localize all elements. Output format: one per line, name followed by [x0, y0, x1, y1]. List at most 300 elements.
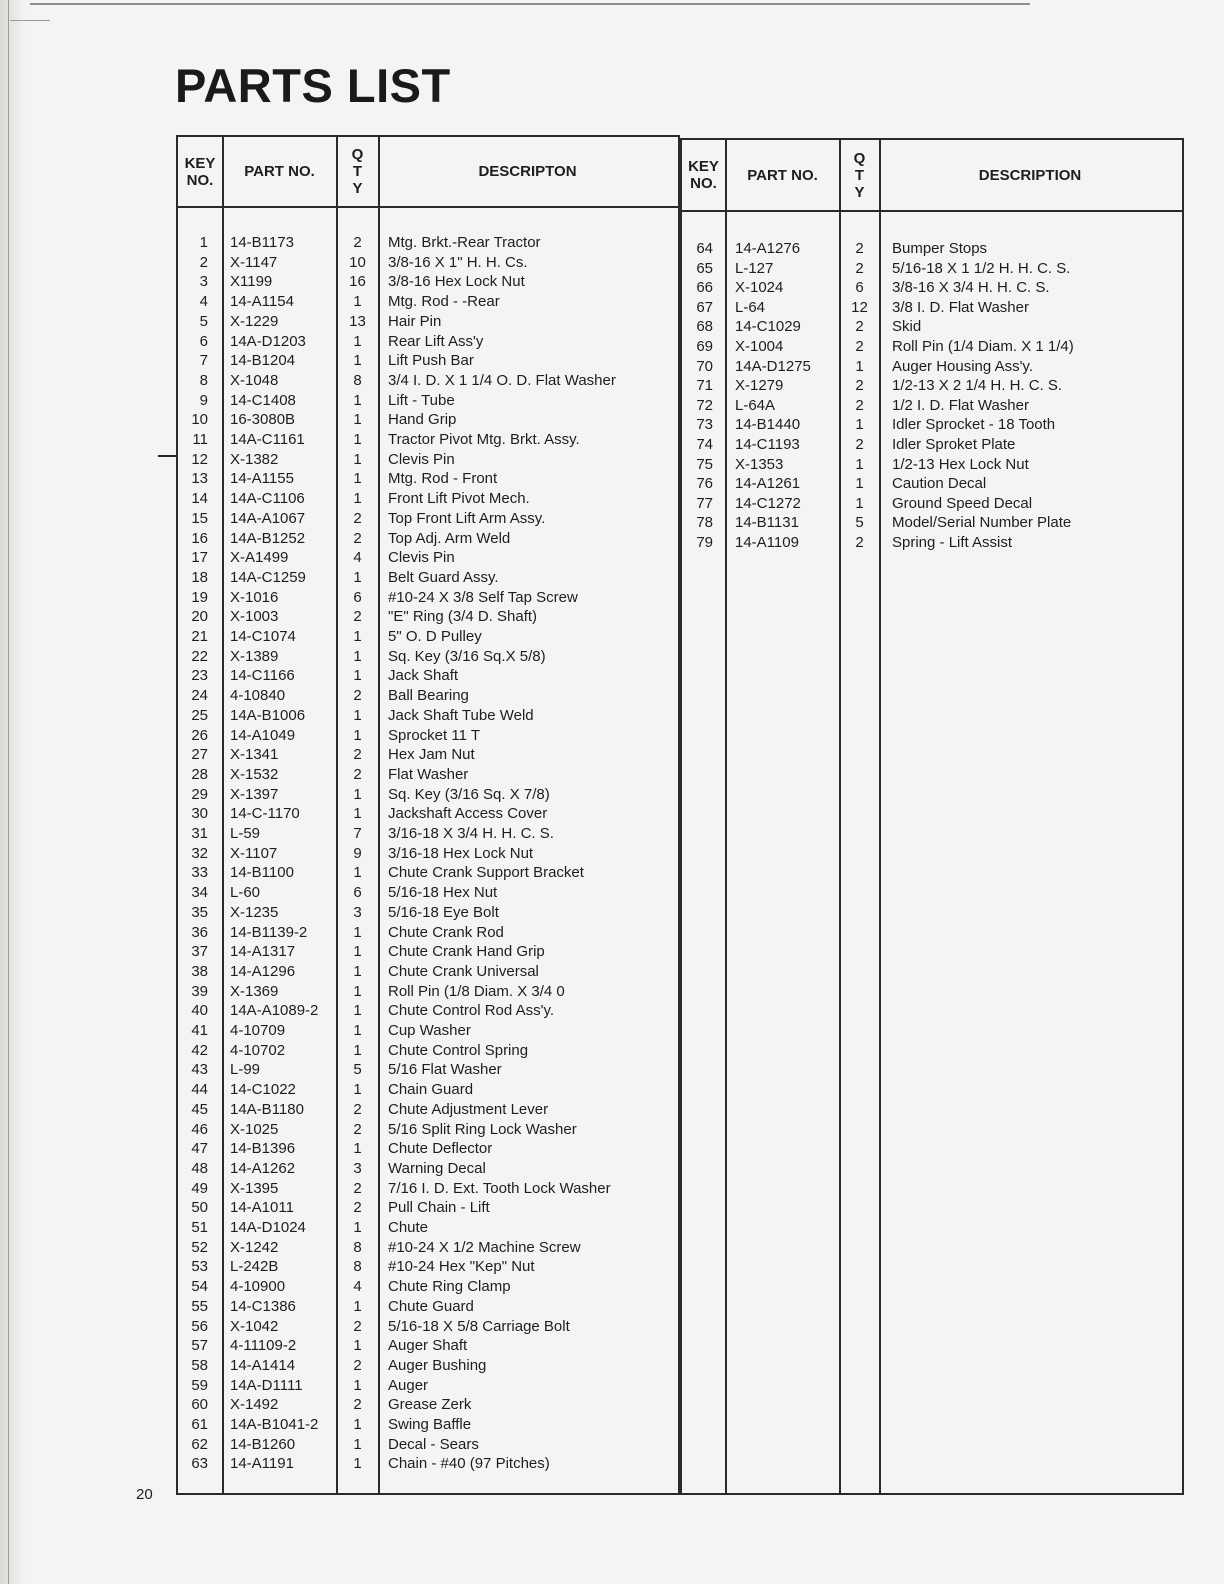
- table-row: [178, 1435, 678, 1455]
- key-no-cell: 9: [199, 391, 208, 409]
- key-no-cell: 15: [191, 509, 208, 527]
- table-row: [178, 1001, 678, 1021]
- part-no-cell: X-1353: [735, 455, 784, 473]
- table-row: [682, 435, 1182, 455]
- description-cell: 3/8 I. D. Flat Washer: [892, 298, 1029, 316]
- part-no-cell: 14-B1139-2: [230, 923, 308, 941]
- description-cell: 5/16 Flat Washer: [388, 1061, 502, 1079]
- part-no-cell: L-127: [735, 259, 774, 277]
- description-cell: Chute Crank Support Bracket: [388, 864, 584, 882]
- table-row: [682, 376, 1182, 396]
- qty-cell: 4: [353, 549, 362, 567]
- qty-cell: 1: [353, 1416, 362, 1433]
- qty-cell: 1: [855, 416, 864, 434]
- key-no-cell: 10: [191, 411, 208, 429]
- part-no-cell: 4-10900: [230, 1278, 286, 1296]
- table-row: [178, 391, 678, 411]
- part-no-cell: 14A-D1203: [230, 332, 306, 350]
- description-cell: Hex Jam Nut: [388, 746, 475, 764]
- part-no-cell: X-1004: [735, 338, 784, 355]
- key-no-cell: 42: [191, 1041, 208, 1059]
- table-row: [178, 450, 678, 470]
- part-no-cell: L-99: [230, 1061, 261, 1079]
- table-row: [178, 1376, 678, 1396]
- table-row: [178, 1277, 678, 1297]
- table-row: [178, 765, 678, 785]
- key-no-cell: 45: [191, 1100, 208, 1118]
- key-no-cell: 27: [191, 746, 208, 764]
- qty-cell: 2: [353, 1100, 362, 1118]
- description-cell: Skid: [892, 318, 922, 336]
- table-row: [178, 863, 678, 883]
- part-no-cell: X-1389: [230, 647, 279, 665]
- part-no-cell: 14-A1191: [230, 1455, 294, 1473]
- part-no-cell: 14-A1317: [230, 943, 296, 961]
- qty-cell: 1: [855, 475, 864, 493]
- table-row: [682, 317, 1182, 337]
- part-no-cell: 14-A1154: [230, 293, 294, 311]
- qty-cell: 2: [353, 687, 362, 705]
- key-no-cell: 41: [191, 1022, 208, 1039]
- table-row: [178, 627, 678, 647]
- key-no-cell: 65: [696, 259, 713, 277]
- description-cell: 3/16-18 X 3/4 H. H. C. S.: [388, 825, 554, 842]
- qty-cell: 6: [353, 884, 362, 902]
- header-qty: Q T Y: [351, 146, 364, 197]
- part-no-cell: 14A-D1024: [230, 1219, 306, 1236]
- key-no-cell: 37: [191, 943, 208, 961]
- table-row: [178, 706, 678, 726]
- table-row: [178, 1238, 678, 1258]
- key-no-cell: 23: [191, 667, 208, 685]
- key-no-cell: 14: [191, 490, 208, 508]
- table-row: [178, 548, 678, 568]
- description-cell: Sq. Key (3/16 Sq. X 7/8): [388, 785, 550, 803]
- part-no-cell: 14-C1272: [735, 494, 801, 512]
- description-cell: 3/16-18 Hex Lock Nut: [388, 844, 534, 862]
- key-no-cell: 26: [191, 726, 208, 744]
- part-no-cell: X-1016: [230, 588, 279, 606]
- key-no-cell: 55: [191, 1297, 208, 1315]
- part-no-cell: 14-C1166: [230, 667, 295, 685]
- description-cell: "E" Ring (3/4 D. Shaft): [388, 608, 538, 626]
- part-no-cell: 14-A1296: [230, 962, 296, 980]
- part-no-cell: 14-C1074: [230, 628, 296, 645]
- qty-cell: 1: [855, 455, 864, 473]
- table-row: [178, 607, 678, 627]
- part-no-cell: 4-10702: [230, 1041, 286, 1059]
- part-no-cell: 14A-A1089-2: [230, 1002, 319, 1020]
- qty-cell: 2: [855, 318, 864, 336]
- table-row: [682, 513, 1182, 533]
- table-row: [178, 1356, 678, 1376]
- qty-cell: 2: [855, 436, 864, 453]
- description-cell: 5/16-18 Eye Bolt: [388, 903, 499, 921]
- header-qty: Q T Y: [853, 149, 866, 201]
- qty-cell: 3: [353, 1159, 362, 1177]
- description-cell: Clevis Pin: [388, 450, 455, 468]
- description-cell: Model/Serial Number Plate: [892, 514, 1072, 532]
- description-cell: Top Front Lift Arm Assy.: [388, 509, 546, 527]
- part-no-cell: 14A-C1161: [230, 431, 305, 448]
- part-no-cell: 14A-D1111: [230, 1376, 303, 1394]
- header-description: DESCRIPTON: [478, 163, 577, 180]
- qty-cell: 1: [353, 667, 362, 685]
- key-no-cell: 30: [191, 805, 208, 823]
- description-cell: Lift Push Bar: [388, 352, 474, 370]
- key-no-cell: 46: [191, 1120, 208, 1138]
- key-no-cell: 19: [191, 588, 208, 606]
- qty-cell: 1: [353, 1455, 362, 1473]
- key-no-cell: 29: [191, 785, 208, 803]
- table-row: [178, 1415, 678, 1435]
- part-no-cell: L-60: [230, 884, 261, 902]
- qty-cell: 1: [855, 357, 864, 375]
- qty-cell: 2: [855, 396, 864, 414]
- header-part-no: PART NO.: [244, 163, 315, 180]
- part-no-cell: 4-11109-2: [230, 1337, 297, 1355]
- key-no-cell: 7: [199, 352, 208, 370]
- qty-cell: 1: [353, 1041, 362, 1059]
- description-cell: Flat Washer: [388, 765, 469, 783]
- part-no-cell: 14-C1193: [735, 436, 800, 453]
- description-cell: 1/2 I. D. Flat Washer: [892, 396, 1029, 414]
- part-no-cell: 14A-B1180: [230, 1100, 304, 1118]
- part-no-cell: X-1042: [230, 1317, 279, 1335]
- description-cell: Auger Bushing: [388, 1356, 487, 1374]
- part-no-cell: X-1279: [735, 377, 784, 395]
- description-cell: Clevis Pin: [388, 549, 455, 567]
- description-cell: 5/16-18 X 5/8 Carriage Bolt: [388, 1317, 570, 1335]
- table-row: [178, 351, 678, 371]
- table-row: [178, 686, 678, 706]
- key-no-cell: 3: [199, 273, 208, 291]
- table-row: [682, 396, 1182, 416]
- key-no-cell: 32: [191, 844, 208, 862]
- part-no-cell: 14-C-1170: [230, 805, 300, 823]
- description-cell: Tractor Pivot Mtg. Brkt. Assy.: [388, 431, 580, 448]
- description-cell: Mtg. Rod - -Rear: [388, 293, 500, 311]
- part-no-cell: L-64A: [735, 396, 776, 414]
- description-cell: 3/8-16 X 1" H. H. Cs.: [388, 253, 528, 271]
- part-no-cell: 14-C1029: [735, 318, 801, 336]
- table-row: [178, 1021, 678, 1041]
- part-no-cell: 14-B1204: [230, 352, 296, 370]
- key-no-cell: 54: [191, 1278, 208, 1296]
- part-no-cell: 14-B1396: [230, 1140, 296, 1158]
- key-no-cell: 68: [696, 318, 713, 336]
- part-no-cell: 14-B1260: [230, 1435, 296, 1453]
- qty-cell: 1: [353, 785, 362, 803]
- qty-cell: 2: [855, 240, 864, 257]
- part-no-cell: 14A-C1106: [230, 490, 305, 508]
- description-cell: 1/2-13 Hex Lock Nut: [892, 455, 1029, 473]
- description-cell: Jackshaft Access Cover: [388, 805, 548, 823]
- qty-cell: 1: [353, 1297, 362, 1315]
- key-no-cell: 66: [696, 279, 713, 297]
- key-no-cell: 38: [191, 962, 208, 980]
- key-no-cell: 67: [696, 298, 713, 316]
- key-no-cell: 52: [191, 1238, 208, 1256]
- key-no-cell: 20: [191, 608, 208, 626]
- qty-cell: 1: [353, 391, 362, 409]
- qty-cell: 3: [353, 903, 362, 921]
- description-cell: Idler Sprocket - 18 Tooth: [892, 416, 1056, 434]
- description-cell: Chute Deflector: [388, 1140, 493, 1158]
- key-no-cell: 17: [191, 549, 208, 567]
- part-no-cell: 14-A1155: [230, 470, 294, 488]
- key-no-cell: 62: [191, 1435, 208, 1453]
- description-cell: 5/16-18 X 1 1/2 H. H. C. S.: [892, 259, 1071, 277]
- qty-cell: 2: [353, 1396, 362, 1414]
- qty-cell: 7: [353, 825, 362, 842]
- key-no-cell: 40: [191, 1002, 208, 1020]
- qty-cell: 1: [353, 490, 362, 508]
- page-edge-line: [8, 0, 9, 1584]
- header-divider: [178, 206, 678, 208]
- page-number: 20: [136, 1486, 153, 1503]
- table-row: [178, 1198, 678, 1218]
- key-no-cell: 28: [191, 765, 208, 783]
- qty-cell: 2: [353, 1120, 362, 1138]
- qty-cell: 2: [855, 534, 864, 551]
- part-no-cell: 14A-B1252: [230, 529, 306, 547]
- margin-arrow-mark: [158, 455, 178, 457]
- key-no-cell: 16: [191, 529, 208, 547]
- parts-table-left: [176, 135, 680, 1495]
- qty-cell: 2: [353, 608, 362, 626]
- part-no-cell: L-59: [230, 825, 261, 842]
- table-row: [178, 1179, 678, 1199]
- key-no-cell: 2: [199, 253, 208, 271]
- description-cell: 5" O. D Pulley: [388, 628, 482, 645]
- description-cell: Caution Decal: [892, 475, 987, 493]
- header-description: DESCRIPTION: [978, 166, 1082, 184]
- key-no-cell: 47: [191, 1140, 208, 1158]
- top-scan-line-short: [10, 20, 50, 21]
- table-row: [178, 568, 678, 588]
- table-row: [178, 292, 678, 312]
- description-cell: Ground Speed Decal: [892, 494, 1033, 512]
- table-row: [178, 529, 678, 549]
- qty-cell: 5: [855, 514, 864, 532]
- table-row: [682, 474, 1182, 494]
- qty-cell: 8: [353, 1258, 362, 1276]
- part-no-cell: 4-10709: [230, 1022, 286, 1039]
- description-cell: Idler Sproket Plate: [892, 436, 1016, 453]
- key-no-cell: 58: [191, 1356, 208, 1374]
- key-no-cell: 39: [191, 982, 208, 1000]
- description-cell: 3/8-16 X 3/4 H. H. C. S.: [892, 279, 1050, 297]
- description-cell: Cup Washer: [388, 1022, 471, 1039]
- parts-table-right: [680, 138, 1184, 1495]
- key-no-cell: 73: [696, 416, 713, 434]
- table-row: [682, 239, 1182, 259]
- part-no-cell: X-A1499: [230, 549, 289, 567]
- description-cell: Roll Pin (1/4 Diam. X 1 1/4): [892, 338, 1074, 355]
- key-no-cell: 63: [191, 1455, 208, 1473]
- key-no-cell: 31: [191, 825, 208, 842]
- table-row: [682, 298, 1182, 318]
- description-cell: Top Adj. Arm Weld: [388, 529, 511, 547]
- description-cell: Chute Crank Rod: [388, 923, 504, 941]
- description-cell: Belt Guard Assy.: [388, 568, 499, 586]
- qty-cell: 6: [855, 279, 864, 297]
- description-cell: Hair Pin: [388, 312, 442, 330]
- key-no-cell: 11: [192, 431, 208, 448]
- description-cell: 1/2-13 X 2 1/4 H. H. C. S.: [892, 377, 1063, 395]
- description-cell: Sprocket 11 T: [388, 726, 480, 744]
- part-no-cell: 16-3080B: [230, 411, 296, 429]
- part-no-cell: X-1024: [735, 279, 784, 297]
- description-cell: Pull Chain - Lift: [388, 1199, 490, 1217]
- table-row: [682, 278, 1182, 298]
- qty-cell: 2: [353, 746, 362, 764]
- description-cell: Sq. Key (3/16 Sq.X 5/8): [388, 647, 546, 665]
- part-no-cell: 14A-B1041-2: [230, 1416, 319, 1433]
- description-cell: Chain Guard: [388, 1081, 474, 1099]
- qty-cell: 1: [353, 1081, 362, 1099]
- part-no-cell: 14-A1276: [735, 240, 801, 257]
- table-row: [178, 371, 678, 391]
- key-no-cell: 49: [191, 1179, 208, 1197]
- key-no-cell: 77: [696, 494, 713, 512]
- key-no-cell: 12: [191, 450, 208, 468]
- table-row: [682, 455, 1182, 475]
- part-no-cell: 14-B1100: [230, 864, 294, 882]
- key-no-cell: 50: [191, 1199, 208, 1217]
- qty-cell: 1: [353, 943, 362, 961]
- part-no-cell: 14-B1440: [735, 416, 801, 434]
- key-no-cell: 44: [191, 1081, 208, 1099]
- qty-cell: 1: [353, 1219, 362, 1236]
- description-cell: Jack Shaft Tube Weld: [388, 706, 534, 724]
- description-cell: 3/8-16 Hex Lock Nut: [388, 273, 525, 291]
- part-no-cell: 14-A1414: [230, 1356, 296, 1374]
- table-row: [178, 726, 678, 746]
- key-no-cell: 13: [191, 470, 208, 488]
- key-no-cell: 24: [191, 687, 208, 705]
- part-no-cell: 14-A1262: [230, 1159, 296, 1177]
- key-no-cell: 22: [191, 647, 208, 665]
- part-no-cell: 14-A1011: [230, 1199, 294, 1217]
- description-cell: Chute Crank Universal: [388, 962, 539, 980]
- qty-cell: 1: [353, 1337, 362, 1355]
- qty-cell: 2: [353, 1199, 362, 1217]
- description-cell: Chute Control Spring: [388, 1041, 529, 1059]
- qty-cell: 1: [353, 706, 362, 724]
- table-row: [178, 647, 678, 667]
- key-no-cell: 35: [191, 903, 208, 921]
- part-no-cell: X-1341: [230, 746, 279, 764]
- qty-cell: 1: [353, 962, 362, 980]
- table-row: [682, 259, 1182, 279]
- part-no-cell: 14A-B1006: [230, 706, 306, 724]
- table-row: [178, 410, 678, 430]
- key-no-cell: 25: [191, 706, 208, 724]
- description-cell: #10-24 X 1/2 Machine Screw: [388, 1238, 581, 1256]
- key-no-cell: 6: [199, 332, 208, 350]
- part-no-cell: X-1107: [230, 844, 278, 862]
- description-cell: Decal - Sears: [388, 1435, 479, 1453]
- description-cell: Front Lift Pivot Mech.: [388, 490, 530, 508]
- table-row: [682, 337, 1182, 357]
- table-row: [178, 272, 678, 292]
- qty-cell: 1: [353, 647, 362, 665]
- qty-cell: 1: [353, 628, 362, 645]
- table-row: [178, 1297, 678, 1317]
- part-no-cell: X-1025: [230, 1120, 279, 1138]
- table-row: [178, 1159, 678, 1179]
- description-cell: Lift - Tube: [388, 391, 455, 409]
- table-row: [178, 509, 678, 529]
- part-no-cell: X-1235: [230, 903, 279, 921]
- part-no-cell: X-1242: [230, 1238, 279, 1256]
- key-no-cell: 34: [191, 884, 208, 902]
- table-row: [682, 533, 1182, 553]
- table-row: [178, 1060, 678, 1080]
- key-no-cell: 18: [191, 568, 208, 586]
- description-cell: Jack Shaft: [388, 667, 459, 685]
- part-no-cell: 14-A1109: [735, 534, 799, 551]
- table-row: [178, 1218, 678, 1238]
- description-cell: Swing Baffle: [388, 1416, 472, 1433]
- table-row: [178, 430, 678, 450]
- qty-cell: 1: [353, 293, 362, 311]
- qty-cell: 2: [855, 377, 864, 395]
- description-cell: Mtg. Brkt.-Rear Tractor: [388, 234, 541, 251]
- qty-cell: 1: [353, 411, 362, 429]
- qty-cell: 2: [353, 1179, 362, 1197]
- key-no-cell: 53: [191, 1258, 208, 1276]
- qty-cell: 1: [353, 352, 362, 370]
- description-cell: Chain - #40 (97 Pitches): [388, 1455, 550, 1473]
- qty-cell: 1: [353, 805, 362, 823]
- header-key-no: KEY NO.: [184, 154, 216, 189]
- key-no-cell: 8: [199, 371, 208, 389]
- part-no-cell: L-242B: [230, 1258, 279, 1276]
- qty-cell: 1: [353, 982, 362, 1000]
- table-row: [178, 923, 678, 943]
- description-cell: Chute Guard: [388, 1297, 474, 1315]
- description-cell: Auger: [388, 1376, 429, 1394]
- part-no-cell: X-1397: [230, 785, 279, 803]
- part-no-cell: 14-A1049: [230, 726, 296, 744]
- header-key-no: KEY NO.: [688, 158, 719, 192]
- qty-cell: 16: [349, 273, 366, 291]
- key-no-cell: 59: [191, 1376, 208, 1394]
- part-no-cell: X-1382: [230, 450, 279, 468]
- key-no-cell: 5: [199, 312, 208, 330]
- table-row: [178, 312, 678, 332]
- table-row: [178, 942, 678, 962]
- key-no-cell: 4: [199, 293, 208, 311]
- qty-cell: 1: [855, 494, 864, 512]
- qty-cell: 5: [353, 1061, 362, 1079]
- key-no-cell: 56: [191, 1317, 208, 1335]
- description-cell: 5/16 Split Ring Lock Washer: [388, 1120, 577, 1138]
- part-no-cell: X-1369: [230, 982, 279, 1000]
- description-cell: Hand Grip: [388, 411, 457, 429]
- table-row: [178, 469, 678, 489]
- qty-cell: 1: [353, 332, 362, 350]
- part-no-cell: 14-B1173: [230, 234, 294, 251]
- qty-cell: 1: [353, 864, 362, 882]
- qty-cell: 1: [353, 450, 362, 468]
- qty-cell: 8: [353, 371, 362, 389]
- description-cell: Warning Decal: [388, 1159, 486, 1177]
- qty-cell: 1: [353, 1435, 362, 1453]
